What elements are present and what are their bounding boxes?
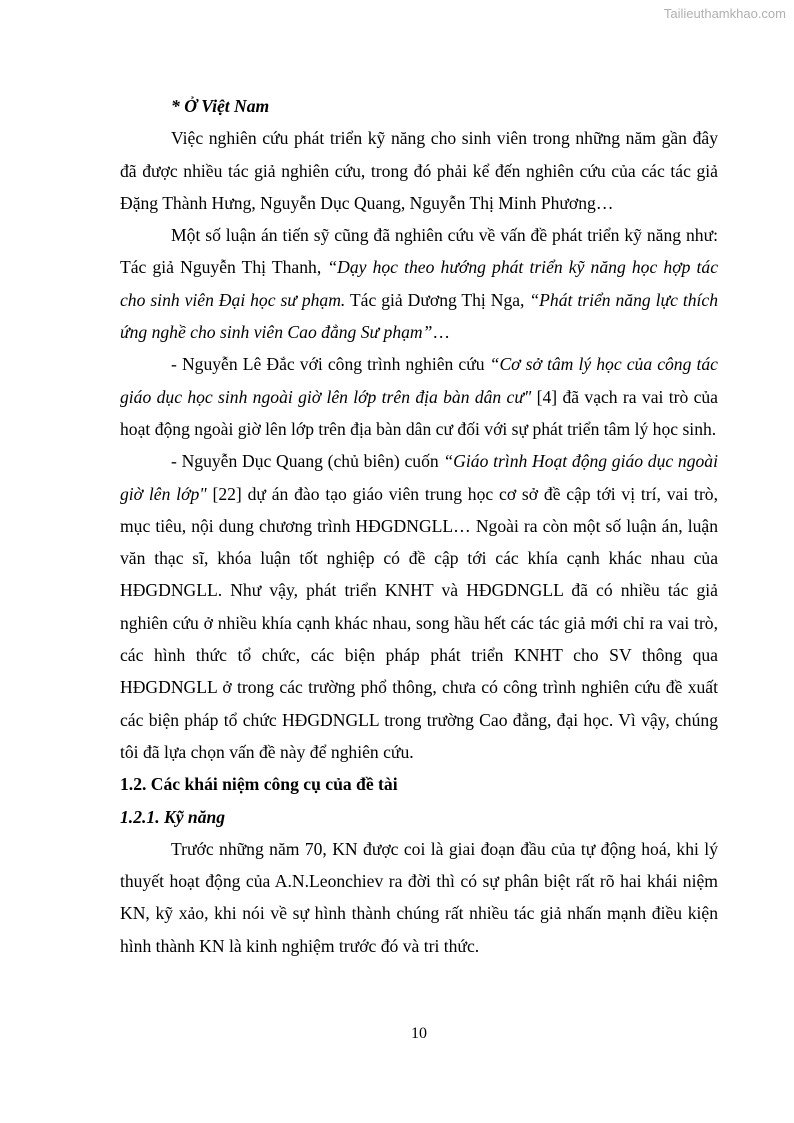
paragraph-1: Việc nghiên cứu phát triển kỹ năng cho sinh viên trong những năm gần đây đã được nhiều tác giả nghiên cứu, trong đó phải kể đến nghiên cứu của các tác giả Đặng Thành Hưng, Nguyễn Dục Quang, Nguyễn Thị Minh Phương… (120, 128, 718, 213)
paragraph-2-title-2: “Phát triển năng lực thích ứng nghề cho sinh viên Cao đẳng Sư phạm” (120, 289, 718, 343)
subsection-heading: 1.2.1. Kỹ năng (120, 806, 226, 827)
paragraph-3 (120, 348, 718, 445)
paragraph-4 (120, 445, 718, 768)
paragraph-5: Trước những năm 70, KN được coi là giai đoạn đầu của tự động hoá, khi lý thuyết hoạt động của A.N.Leonchiev ra đời thì có sự phân biệt rất rõ hai khái niệm KN, kỹ xảo, khi nói về sự hình thành chúng rất nhiều tác giả nhấn mạnh điều kiện hình thành KN là kinh nghiệm trước đó và tri thức. (120, 838, 718, 956)
page-number: 10 (411, 1025, 427, 1042)
paragraph-3-title: “Cơ sở tâm lý học của công tác giáo dục học sinh ngoài giờ lên lớp trên địa bàn dân cư" (120, 354, 718, 407)
section-heading: 1.2. Các khái niệm công cụ của đề tài (120, 774, 398, 795)
document-body (120, 90, 718, 962)
paragraph-2-title-1: “Dạy học theo hướng phát triển kỹ năng học hợp tác cho sinh viên Đại học sư phạm. (120, 257, 719, 310)
paragraph-4-title: “Giáo trình Hoạt động giáo dục ngoài giờ lên lớp" (120, 451, 718, 504)
watermark: Tailieuthamkhao.com (663, 6, 786, 21)
paragraph-2 (120, 219, 718, 348)
paragraph-2-text-a: Một số luận án tiến sỹ cũng đã nghiên cứu về vấn đề phát triển kỹ năng như: Tác giả Nguyễn Thị Thanh, (120, 225, 718, 278)
paragraph-4-text-a: - Nguyễn Dục Quang (chủ biên) cuốn (171, 451, 444, 472)
paragraph-3-text-a: - Nguyễn Lê Đắc với công trình nghiên cứu (171, 354, 490, 375)
paragraph-4-text-c: [22] dự án đào tạo giáo viên trung học cơ sở đề cập tới vị trí, vai trò, mục tiêu, nội dung chương trình HĐGDNGLL… Ngoài ra còn một số luận án, luận văn thạc sĩ, khóa luận tốt nghiệp có đề cập tới các khía cạnh khác nhau của HĐGDNGLL. Như vậy, phát triển KNHT và HĐGDNGLL đã có nhiều tác giả nghiên cứu ở nhiều khía cạnh khác nhau, song hầu hết các tác giả mới chỉ ra vai trò, các hình thức tổ chức, các biện pháp phát triển KNHT cho SV thông qua HĐGDNGLL ở trong các trường phổ thông, chưa có công trình nghiên cứu đề xuất các biện pháp tổ chức HĐGDNGLL trong trường Cao đẳng, đại học. Vì vậy, chúng tôi đã lựa chọn vấn đề này để nghiên cứu. (120, 483, 718, 762)
paragraph-2-text-e: … (432, 322, 450, 343)
paragraph-2-text-c: Tác giả Dương Thị Nga, (345, 289, 530, 310)
heading-vietnam: * Ở Việt Nam (171, 96, 270, 116)
paragraph-3-text-c: [4] đã vạch ra vai trò của hoạt động ngoài giờ lên lớp trên địa bàn dân cư đối với sự phát triển tâm lý học sinh. (120, 386, 718, 439)
